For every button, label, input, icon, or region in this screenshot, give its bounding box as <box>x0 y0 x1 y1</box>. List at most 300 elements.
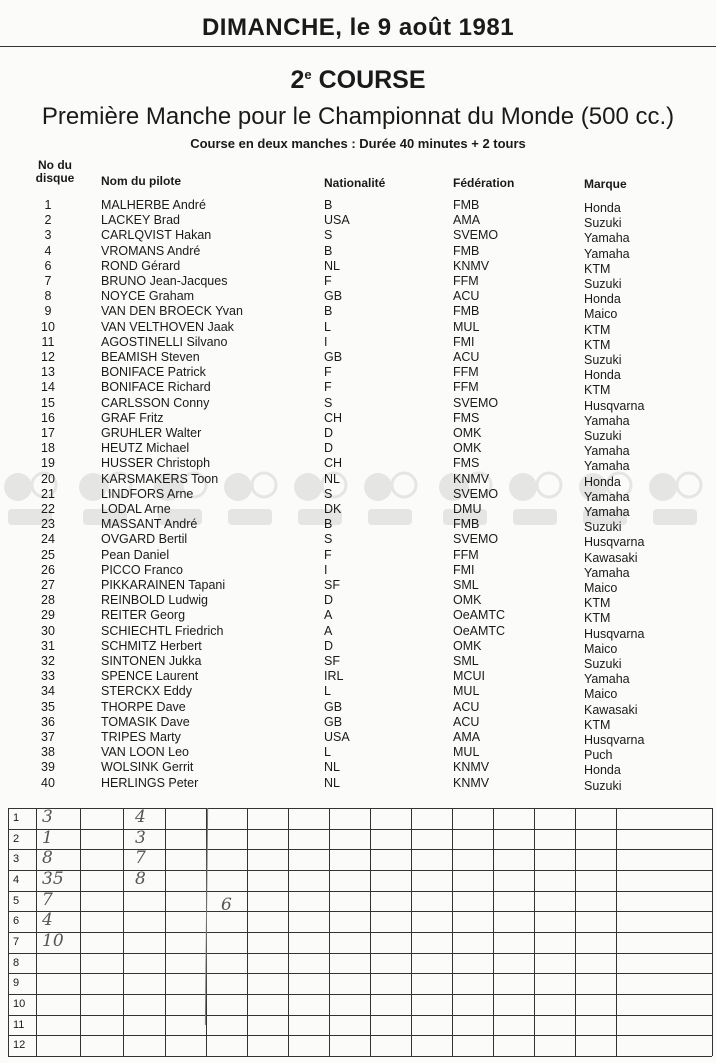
rider-nationality: L <box>324 319 331 334</box>
rider-make: Maico <box>584 687 618 702</box>
rider-number: 13 <box>41 365 55 380</box>
rider-make: Yamaha <box>584 459 630 474</box>
rider-number: 17 <box>41 426 55 440</box>
rider-nationality: CH <box>324 410 343 425</box>
rider-row <box>0 426 716 441</box>
rider-name: SCHMITZ Herbert <box>101 638 202 653</box>
rider-name: KARSMAKERS Toon <box>101 471 219 486</box>
rider-make: Suzuki <box>584 429 622 443</box>
rider-number: 6 <box>44 258 52 273</box>
rider-number: 19 <box>41 456 55 471</box>
rider-row <box>0 760 716 778</box>
grid-row-line <box>8 870 712 871</box>
rider-make: Yamaha <box>584 565 630 580</box>
rider-name: BONIFACE Richard <box>101 380 211 395</box>
rider-make: KTM <box>584 611 611 626</box>
col-header-nationality: Nationalité <box>324 176 386 190</box>
rider-row <box>0 320 716 335</box>
rider-number: 35 <box>41 699 55 714</box>
rider-name: SCHIECHTL Friedrich <box>101 623 224 638</box>
rider-name: WOLSINK Gerrit <box>101 760 194 775</box>
rider-nationality: SF <box>324 578 340 592</box>
rider-name: MALHERBE André <box>101 198 206 212</box>
handwritten-entry: 4 <box>42 910 53 931</box>
rider-make: Suzuki <box>584 353 622 367</box>
rider-make: Yamaha <box>584 672 630 687</box>
rider-make: Suzuki <box>584 277 622 291</box>
rider-number: 8 <box>44 289 52 304</box>
rider-federation: ACU <box>453 350 480 364</box>
rider-number: 31 <box>41 638 55 653</box>
rider-nationality: F <box>324 547 332 562</box>
rider-number: 23 <box>41 517 55 532</box>
rider-name: BEAMISH Steven <box>101 350 200 364</box>
rider-number: 1 <box>44 198 52 212</box>
grid-row-label: 5 <box>13 894 20 907</box>
rider-number: 14 <box>41 380 55 395</box>
col-header-make: Marque <box>584 177 627 191</box>
rider-federation: FMS <box>453 456 480 471</box>
rider-federation: SML <box>453 578 479 592</box>
rider-nationality: B <box>324 198 333 212</box>
rider-name: HERLINGS Peter <box>101 775 199 790</box>
rider-name: THORPE Dave <box>101 699 186 714</box>
rider-row <box>0 350 716 365</box>
rider-federation: SVEMO <box>453 395 499 410</box>
grid-row-label: 12 <box>13 1039 26 1052</box>
rider-name: VAN LOON Leo <box>101 745 190 760</box>
rider-make: Honda <box>584 201 621 215</box>
col-header-name: Nom du pilote <box>101 174 181 188</box>
rider-number: 21 <box>41 486 55 501</box>
col-header-federation: Fédération <box>453 176 515 190</box>
rider-row <box>0 289 716 307</box>
rider-nationality: S <box>324 532 333 547</box>
rider-nationality: S <box>324 395 333 410</box>
rider-number: 22 <box>41 502 55 516</box>
rider-make: Honda <box>584 474 621 489</box>
rider-number: 34 <box>41 684 55 699</box>
rider-nationality: F <box>324 274 332 288</box>
handwritten-entry: 3 <box>135 827 146 848</box>
rider-federation: OMK <box>453 441 482 456</box>
grid-col-line <box>370 808 371 1056</box>
rider-make: KTM <box>584 337 611 352</box>
rider-make: Maico <box>584 307 618 322</box>
rider-number: 27 <box>41 578 55 592</box>
rider-number: 28 <box>41 593 55 608</box>
grid-col-line <box>165 808 166 1056</box>
rider-nationality: B <box>324 243 333 258</box>
grid-col-line <box>712 808 713 1056</box>
rider-federation: MCUI <box>453 669 485 684</box>
grid-row-line <box>8 994 712 995</box>
rider-row <box>0 669 716 687</box>
rider-name: SPENCE Laurent <box>101 669 199 684</box>
rider-number: 16 <box>41 410 55 425</box>
rider-make: Yamaha <box>584 505 630 519</box>
rider-federation: FMB <box>453 304 480 319</box>
rider-make: Husqvarna <box>584 626 645 641</box>
rider-federation: SML <box>453 654 479 668</box>
handwritten-entry: 8 <box>135 869 146 889</box>
rider-federation: FMS <box>453 410 480 425</box>
grid-row-label: 11 <box>13 1018 25 1031</box>
rider-make: Suzuki <box>584 657 622 671</box>
rider-nationality: GB <box>324 699 343 714</box>
course-suffix: e <box>304 67 312 82</box>
rider-nationality: NL <box>324 258 340 273</box>
course-duration: Course en deux manches : Durée 40 minutes + 2 tours <box>190 136 526 151</box>
rider-row <box>0 593 716 611</box>
handwritten-entry: 35 <box>42 869 64 889</box>
rider-nationality: CH <box>324 456 343 471</box>
grid-row-label: 9 <box>13 977 20 990</box>
rider-make: Yamaha <box>584 231 630 246</box>
rider-make: Honda <box>584 763 621 778</box>
rider-row <box>0 244 716 259</box>
rider-name: PICCO Franco <box>101 562 183 577</box>
rider-number: 38 <box>41 745 55 760</box>
rider-row <box>0 411 716 426</box>
rider-nationality: USA <box>324 213 350 228</box>
col-header-number <box>35 159 75 185</box>
rider-make: Kawasaki <box>584 550 638 565</box>
rider-row <box>0 730 716 745</box>
course-label: COURSE <box>318 66 426 94</box>
grid-col-line <box>247 808 248 1056</box>
rider-row <box>0 274 716 289</box>
page-date: DIMANCHE, le 9 août 1981 <box>201 14 515 41</box>
rider-row <box>0 700 716 715</box>
rider-name: LODAL Arne <box>101 502 171 516</box>
grid-col-line <box>534 808 535 1056</box>
rider-name: GRUHLER Walter <box>101 426 202 440</box>
rider-nationality: D <box>324 426 334 440</box>
rider-nationality: A <box>324 608 333 623</box>
rider-name: VAN VELTHOVEN Jaak <box>101 319 234 334</box>
rider-name: REITER Georg <box>101 608 186 623</box>
rider-federation: FMB <box>453 243 480 258</box>
rider-number: 25 <box>41 547 55 562</box>
rider-name: HEUTZ Michael <box>101 441 190 456</box>
rider-name: LACKEY Brad <box>101 213 180 228</box>
rider-name: HUSSER Christoph <box>101 456 211 471</box>
rider-row <box>0 654 716 669</box>
col-header-number-line2: disque <box>35 171 75 185</box>
rider-number: 36 <box>41 714 55 729</box>
rider-nationality: I <box>324 562 328 577</box>
rider-federation: OeAMTC <box>453 623 506 638</box>
rider-row <box>0 578 716 593</box>
rider-row <box>0 396 716 411</box>
rider-federation: KNMV <box>453 760 490 775</box>
rider-number: 7 <box>44 274 52 288</box>
course-number: 2 <box>290 66 305 94</box>
rider-federation: ACU <box>453 714 480 729</box>
rider-nationality: NL <box>324 471 340 486</box>
rider-row <box>0 548 716 563</box>
grid-row-line <box>8 911 712 912</box>
rider-row <box>0 365 716 383</box>
rider-federation: SVEMO <box>453 486 499 501</box>
rider-federation: ACU <box>453 699 480 714</box>
rider-nationality: D <box>324 593 334 608</box>
rider-federation: MUL <box>453 684 480 699</box>
rider-name: CARLSSON Conny <box>101 395 210 410</box>
rider-nationality: I <box>324 334 328 349</box>
rider-row <box>0 715 716 730</box>
rider-row <box>0 776 716 791</box>
rider-nationality: F <box>324 365 332 380</box>
rider-federation: MUL <box>453 319 480 334</box>
rider-name: ROND Gérard <box>101 258 181 273</box>
rider-number: 24 <box>41 532 55 547</box>
handwritten-entry: 1 <box>42 827 53 848</box>
lap-chart-grid <box>8 808 712 1056</box>
rider-nationality: D <box>324 441 334 456</box>
rider-federation: FMB <box>453 517 480 532</box>
rider-number: 33 <box>41 669 55 684</box>
rider-nationality: S <box>324 228 333 243</box>
rider-nationality: USA <box>324 730 350 744</box>
grid-col-line <box>452 808 453 1056</box>
rider-name: NOYCE Graham <box>101 289 195 304</box>
rider-number: 9 <box>44 304 52 319</box>
rider-row <box>0 502 716 517</box>
grid-col-line <box>575 808 576 1056</box>
grid-row-line <box>8 829 712 830</box>
handwritten-entry: 3 <box>42 807 53 827</box>
rider-nationality: S <box>324 486 333 501</box>
rider-row <box>0 259 716 274</box>
grid-row-line <box>8 973 712 974</box>
rider-nationality: D <box>324 638 334 653</box>
rider-federation: AMA <box>453 213 481 228</box>
rider-make: Suzuki <box>584 778 622 793</box>
rider-name: SINTONEN Jukka <box>101 654 202 668</box>
rider-make: KTM <box>584 261 611 276</box>
rider-name: AGOSTINELLI Silvano <box>101 334 228 349</box>
rider-name: BONIFACE Patrick <box>101 365 206 380</box>
rider-number: 30 <box>41 623 55 638</box>
rider-make: KTM <box>584 383 611 398</box>
rider-federation: KNMV <box>453 471 490 486</box>
rider-nationality: L <box>324 745 331 760</box>
rider-name: VROMANS André <box>101 243 201 258</box>
grid-col-line <box>80 808 81 1056</box>
col-header-number-line1: No du <box>38 158 72 172</box>
rider-name: GRAF Fritz <box>101 410 164 425</box>
rider-row <box>0 517 716 535</box>
rider-nationality: NL <box>324 775 340 790</box>
grid-col-line <box>616 808 617 1056</box>
rider-name: REINBOLD Ludwig <box>101 593 208 608</box>
grid-row-line <box>8 1056 712 1057</box>
header-rule <box>0 46 716 47</box>
rider-federation: KNMV <box>453 258 490 273</box>
rider-make: Yamaha <box>584 246 630 261</box>
rider-nationality: IRL <box>324 669 344 684</box>
rider-federation: OMK <box>453 426 482 440</box>
grid-row-label: 1 <box>13 812 20 824</box>
rider-row <box>0 563 716 578</box>
rider-row <box>0 335 716 350</box>
rider-make: Puch <box>584 748 613 763</box>
rider-row <box>0 441 716 459</box>
rider-row <box>0 456 716 474</box>
rider-row <box>0 745 716 763</box>
rider-federation: ACU <box>453 289 480 304</box>
rider-make: Kawasaki <box>584 702 638 717</box>
rider-nationality: GB <box>324 714 343 729</box>
rider-number: 29 <box>41 608 55 623</box>
rider-number: 32 <box>41 654 55 668</box>
rider-nationality: B <box>324 517 333 532</box>
rider-number: 4 <box>44 243 52 258</box>
rider-federation: OeAMTC <box>453 608 506 623</box>
handwritten-entry: 8 <box>42 848 53 869</box>
rider-federation: DMU <box>453 502 482 516</box>
rider-name: LINDFORS Arne <box>101 486 194 501</box>
rider-make: Husqvarna <box>584 398 645 413</box>
rider-make: Honda <box>584 292 621 307</box>
rider-federation: FFM <box>453 365 479 380</box>
grid-row-label: 3 <box>13 853 20 866</box>
rider-make: Honda <box>584 368 621 383</box>
rider-nationality: DK <box>324 502 342 516</box>
rider-federation: FFM <box>453 380 479 395</box>
grid-row-line <box>8 891 712 892</box>
grid-col-line <box>411 808 412 1056</box>
grid-col-line <box>329 808 330 1056</box>
grid-row-label: 6 <box>13 915 20 928</box>
rider-make: KTM <box>584 717 611 732</box>
rider-number: 18 <box>41 441 55 456</box>
rider-number: 40 <box>41 775 55 790</box>
rider-make: KTM <box>584 596 611 611</box>
rider-make: Yamaha <box>584 444 630 459</box>
rider-number: 11 <box>41 334 55 349</box>
rider-row <box>0 624 716 639</box>
handwritten-entry: 7 <box>135 848 146 869</box>
rider-federation: FFM <box>453 547 479 562</box>
rider-nationality: L <box>324 684 331 699</box>
grid-row-line <box>8 1035 712 1036</box>
rider-make: Husqvarna <box>584 535 645 550</box>
rider-federation: OMK <box>453 638 482 653</box>
rider-number: 15 <box>41 395 55 410</box>
rider-federation: AMA <box>453 730 481 744</box>
grid-row-label: 10 <box>13 998 26 1010</box>
rider-row <box>0 684 716 702</box>
rider-make: Maico <box>584 641 618 656</box>
rider-number: 37 <box>41 730 55 744</box>
rider-nationality: GB <box>324 289 343 304</box>
rider-number: 12 <box>41 350 55 364</box>
rider-name: OVGARD Bertil <box>101 532 188 547</box>
rider-number: 10 <box>41 319 55 334</box>
rider-federation: KNMV <box>453 775 490 790</box>
rider-number: 2 <box>44 213 52 228</box>
rider-row <box>0 198 716 213</box>
rider-name: TOMASIK Dave <box>101 714 190 729</box>
grid-row-label: 7 <box>13 936 20 948</box>
rider-nationality: NL <box>324 760 340 775</box>
rider-federation: FMI <box>453 334 475 349</box>
handwritten-entry: 10 <box>42 931 64 951</box>
rider-nationality: SF <box>324 654 340 668</box>
grid-row-line <box>8 1015 712 1016</box>
rider-make: Yamaha <box>584 489 630 504</box>
rider-row <box>0 532 716 550</box>
manche-title: Première Manche pour le Championnat du Monde (500 cc.) <box>41 103 675 130</box>
rider-nationality: GB <box>324 350 343 364</box>
handwritten-entry: 4 <box>135 807 146 827</box>
grid-col-line <box>8 808 9 1056</box>
grid-row-label: 4 <box>13 874 20 886</box>
rider-name: STERCKX Eddy <box>101 684 193 699</box>
rider-name: CARLQVIST Hakan <box>101 228 212 243</box>
grid-row-label: 2 <box>13 832 20 845</box>
grid-row-line <box>8 932 712 933</box>
handwritten-entry: 7 <box>42 889 53 910</box>
rider-federation: SVEMO <box>453 532 499 547</box>
rider-federation: FMI <box>453 562 475 577</box>
grid-col-line <box>123 808 124 1056</box>
rider-name: PIKKARAINEN Tapani <box>101 578 226 592</box>
grid-row-label: 8 <box>13 956 20 969</box>
rider-number: 3 <box>44 228 52 243</box>
rider-nationality: F <box>324 380 332 395</box>
rider-row <box>0 213 716 231</box>
grid-row-line <box>8 849 712 850</box>
rider-federation: SVEMO <box>453 228 499 243</box>
rider-federation: FMB <box>453 198 480 212</box>
grid-row-line <box>8 808 712 809</box>
grid-col-line <box>493 808 494 1056</box>
rider-federation: OMK <box>453 593 482 608</box>
rider-nationality: A <box>324 623 333 638</box>
rider-make: KTM <box>584 322 611 337</box>
grid-col-line <box>288 808 289 1056</box>
rider-name: MASSANT André <box>101 517 198 532</box>
rider-name: Pean Daniel <box>101 547 170 562</box>
rider-row <box>0 228 716 246</box>
rider-number: 26 <box>41 562 55 577</box>
rider-make: Husqvarna <box>584 733 645 747</box>
rider-federation: FFM <box>453 274 479 288</box>
rider-make: Maico <box>584 581 618 595</box>
rider-make: Suzuki <box>584 216 622 231</box>
rider-federation: MUL <box>453 745 480 760</box>
handwritten-entry: 6 <box>221 894 232 915</box>
rider-row <box>0 639 716 654</box>
grid-row-line <box>8 953 712 954</box>
rider-make: Yamaha <box>584 413 630 428</box>
rider-name: BRUNO Jean-Jacques <box>101 274 228 288</box>
rider-name: VAN DEN BROECK Yvan <box>101 304 243 319</box>
rider-name: TRIPES Marty <box>101 730 181 744</box>
rider-number: 39 <box>41 760 55 775</box>
rider-row <box>0 380 716 398</box>
rider-make: Suzuki <box>584 520 622 535</box>
course-title <box>0 66 716 95</box>
rider-row <box>0 487 716 502</box>
rider-row <box>0 608 716 626</box>
rider-nationality: B <box>324 304 333 319</box>
rider-row <box>0 304 716 322</box>
